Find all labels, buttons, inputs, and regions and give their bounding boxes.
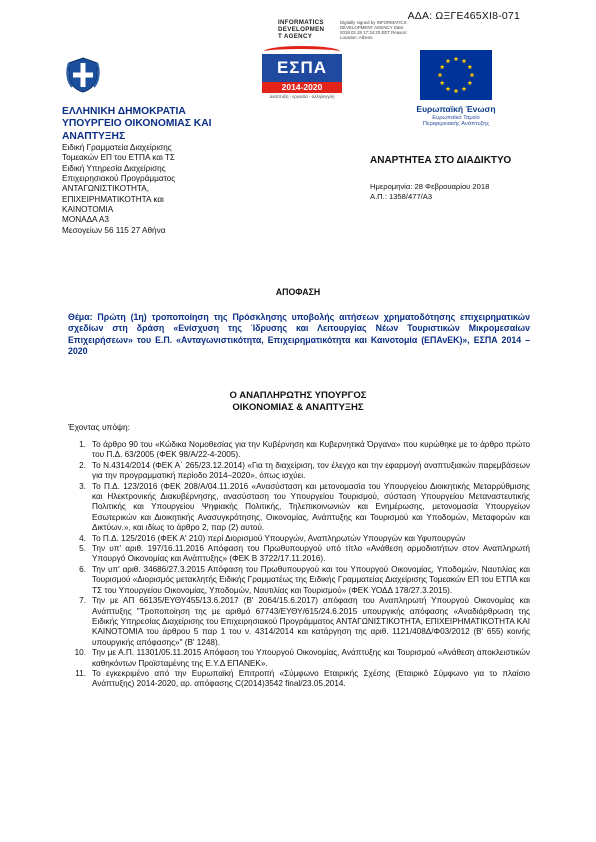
eu-name: Ευρωπαϊκή Ένωση [416, 104, 496, 114]
signature-details: Digitally signed by INFORMATICS DEVELOPMENT AGENCY Date: 2018.02.28 17:34:20 EET Reason: Location: Athens [340, 20, 408, 41]
ministry-address-line: Ειδική Υπηρεσία Διαχείρισης [62, 163, 166, 173]
eu-star-icon [467, 80, 472, 85]
greek-emblem-icon [66, 57, 100, 93]
minister-line: ΟΙΚΟΝΟΜΙΑΣ & ΑΝΑΠΤΥΞΗΣ [232, 401, 364, 413]
espa-tagline: ανάπτυξη - εργασία - αλληλεγγύη [269, 94, 335, 99]
list-item: 1. Το άρθρο 90 του «Κώδικα Νομοθεσίας για την Κυβέρνηση και Κυβερνητικά Όργανα» που κυρώθηκε με το άρθρο πρώτο του Π.Δ. 63/2005 (ΦΕΚ 98/Α/22-4-2005). [79, 440, 530, 460]
espa-years: 2014-2020 [262, 82, 342, 93]
eu-star-icon [470, 72, 475, 77]
eu-flag-icon [420, 50, 492, 100]
ada-code: ΑΔΑ: ΩΞΓΕ465ΧΙ8-071 [407, 10, 520, 22]
ministry-address-line: ΜΟΝΑΔΑ Α3 [62, 215, 109, 225]
list-item: 7. Την με ΑΠ 66135/ΕΥΘΥ455/13.6.2017 (Β' 2064/15.6.2017) απόφαση του Αναπληρωτή Υπουργού Οικονομίας και Ανάπτυξης "Τροποποίηση της με αριθμό 67743/ΕΥΘΥ/615/24.6.2015 υπουργικής απόφασης «Αναδιάρθρωση της Ειδικής Υπηρεσίας Διαχείρισης του Επιχειρησιακού Προγράμματος ΑΝΤΑΓΩΝΙΣΤΙΚΟΤΗΤΑ, ΕΠΙΧΕΙΡΗΜΑΤΙΚΟΤΗΤΑ ΚΑΙ ΚΑΙΝΟΤΟΜΙΑ του άρθρου 5 παρ 1 του ν. 4314/2014 και κατάργηση της αριθ. 1121/408Δ/Φ03/2012 (Β' 655) κοινής υπουργικής απόφασης»" (Β' 1248). [79, 596, 530, 647]
protocol-number: Α.Π.: 1358/477/Α3 [370, 192, 433, 202]
ministry-address-line: ΕΠΙΧΕΙΡΗΜΑΤΙΚΟΤΗΤΑ και [62, 194, 164, 204]
eu-star-icon [446, 86, 451, 91]
list-item: 2. Το Ν.4314/2014 (ΦΕΚ Α΄ 265/23.12.2014) «Για τη διαχείριση, τον έλεγχο και την εφαρμογή αναπτυξιακών παρεμβάσεων για την προγραμματική περίοδο 2014–2020», όπως ισχύει. [79, 460, 530, 481]
eu-star-icon [454, 88, 459, 93]
ministry-address-line: ΑΝΤΑΓΩΝΙΣΤΙΚΟΤΗΤΑ, [62, 184, 150, 194]
ministry-address-line: Τομεακών ΕΠ του ΕΤΠΑ και ΤΣ [62, 153, 175, 163]
eu-star-icon [446, 59, 451, 64]
list-item: 3. Το Π.Δ. 123/2016 (ΦΕΚ 208/Α/04.11.2016 «Ανασύσταση και μετονομασία του Υπουργείου Διοικητικής Μεταρρύθμισης και Ηλεκτρονικής Διακυβέρνησης, ανασύσταση του Υπουργείου Τουρισμού, σύσταση Υπουργείου Μεταναστευτικής Πολιτικής και Υπουργείου Ψηφιακής Πολιτικής, Τηλεπικοινωνιών και Ενημέρωσης, μετονομασία Υπουργείων Εσωτερικών και Διοικητικής Ανασυγκρότησης, Οικονομίας, Ανάπτυξης και Τουρισμού και Υποδομών, Μεταφορών και Δικτύων.», και ιδίως το άρθρο 2, παρ (2) αυτού. [79, 481, 530, 533]
eu-caption [406, 104, 506, 128]
signature-title: INFORMATICS DEVELOPMEN T AGENCY [278, 19, 325, 40]
eu-star-icon [462, 86, 467, 91]
eu-star-icon [462, 59, 467, 64]
eu-star-icon [438, 72, 443, 77]
ministry-address-line: Μεσογείων 56 115 27 Αθήνα [62, 225, 166, 235]
espa-swoosh-icon [264, 46, 340, 57]
eu-fund-line2: Περιφερειακής Ανάπτυξης [422, 121, 490, 128]
eu-fund-line1: Ευρωπαϊκό Ταμείο [432, 114, 480, 121]
list-item: 11. Το εγκεκριμένο από την Ευρωπαϊκή Επιτροπή «Σύμφωνο Εταιρικής Σχέσης (Εταιρικό Σύμφωνο για το πλαίσιο Ανάπτυξης) 2014-2020, αρ. απόφασης C(2014)3542 final/23.05.2014. [75, 668, 530, 689]
document-date: Ημερομηνία: 28 Φεβρουαρίου 2018 [370, 182, 490, 191]
ministry-address-line: Επιχειρησιακού Προγράμματος [62, 174, 176, 184]
ministry-name-line: ΑΝΑΠΤΥΞΗΣ [62, 130, 126, 142]
ministry-address-line: ΚΑΙΝΟΤΟΜΙΑ [62, 205, 114, 214]
ministry-name-line: ΕΛΛΗΝΙΚΗ ΔΗΜΟΚΡΑΤΙΑ [62, 106, 186, 117]
ministry-address-line: Ειδική Γραμματεία Διαχείρισης [62, 143, 172, 153]
espa-logo [262, 54, 346, 104]
decision-subject: Θέμα: Πρώτη (1η) τροποποίηση της Πρόσκλησης υποβολής αιτήσεων χρηματοδότησης επιχειρηματικών σχεδίων στη δράση «Ενίσχυση της Ίδρυσης και Λειτουργίας Νέων Τουριστικών Μικρομεσαίων Επιχειρήσεων» του Ε.Π. «Ανταγωνιστικότητα, Επιχειρηματικότητα και Καινοτομία (ΕΠΑνΕΚ)», ΕΣΠΑ 2014 – 2020 [68, 312, 530, 357]
ministry-name-line: ΥΠΟΥΡΓΕΙΟ ΟΙΚΟΝΟΜΙΑΣ ΚΑΙ [62, 118, 212, 130]
minister-heading [0, 390, 596, 414]
eu-star-icon [467, 64, 472, 69]
considerations-list [68, 440, 530, 690]
having-regard-label: Έχοντας υπόψη: [68, 422, 130, 432]
ministry-block [62, 106, 262, 236]
eu-star-icon [454, 56, 459, 61]
list-item: 5. Την υπ' αριθ. 197/16.11.2016 Απόφαση του Πρωθυπουργού υπό τίτλο «Ανάθεση αρμοδιοτήτων στον Αναπληρωτή Υπουργό Οικονομίας και Ανάπτυξης» (ΦΕΚ Β 3722/17.11.2016). [79, 544, 530, 564]
list-item: 4. Το Π.Δ. 125/2016 (ΦΕΚ Α' 210) περί Διορισμού Υπουργών, Αναπληρωτών Υπουργών και Υφυπουργών [79, 533, 466, 543]
eu-star-icon [440, 64, 445, 69]
posting-notice: ΑΝΑΡΤΗΤΕΑ ΣΤΟ ΔΙΑΔΙΚΤΥΟ [370, 155, 512, 166]
list-item: 10. Την με Α.Π. 11301/05.11.2015 Απόφαση του Υπουργού Οικονομίας, Ανάπτυξης και Τουρισμού «Ανάθεση αποκλειστικών καθηκόντων Προϊσταμένης της Ε.Υ.Δ ΕΠΑΝΕΚ». [74, 648, 530, 668]
decision-title: ΑΠΟΦΑΣΗ [275, 287, 321, 297]
minister-line: Ο ΑΝΑΠΛΗΡΩΤΗΣ ΥΠΟΥΡΓΟΣ [229, 390, 367, 401]
list-item: 6. Την υπ' αριθ. 34686/27.3.2015 Απόφαση του Πρωθυπουργού και του Υπουργού Οικονομίας, Υποδομών, Ναυτιλίας και Τουρισμού «Διορισμός μετακλητής Ειδικής Γραμματέως της Ειδικής Γραμματείας Διαχείρισης Τομεακών ΕΠ του ΕΤΠΑ και ΤΣ του Υπουργείου Οικονομίας, Υποδομών, Ναυτιλίας και Τουρισμού» (ΦΕΚ ΥΟΔΔ 178/27.3.2015). [79, 564, 530, 595]
espa-logo-text: ΕΣΠΑ [276, 58, 328, 77]
date-protocol-block [370, 182, 489, 203]
eu-star-icon [440, 80, 445, 85]
